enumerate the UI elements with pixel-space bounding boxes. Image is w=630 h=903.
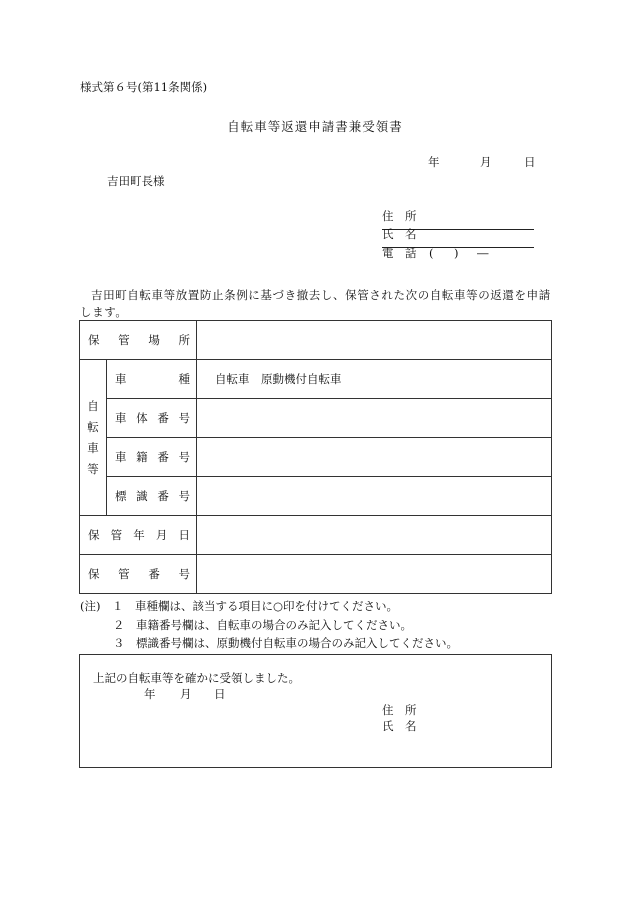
table-row bbox=[80, 399, 552, 438]
storage-place-label: 保管場所 bbox=[80, 321, 197, 360]
body-number-label: 車体番号 bbox=[107, 399, 197, 438]
date-year-label: 年 bbox=[428, 155, 440, 169]
addressee: 吉田町長様 bbox=[107, 174, 165, 188]
receipt-day-label: 日 bbox=[214, 687, 226, 701]
registration-number-label: 車籍番号 bbox=[107, 438, 197, 477]
sign-number-cell[interactable] bbox=[197, 477, 552, 516]
table-row bbox=[80, 516, 552, 555]
storage-date-label: 保管年月日 bbox=[80, 516, 197, 555]
request-statement: 吉田町自転車等放置防止条例に基づき撤去し、保管された次の自転車等の返還を申請します。 bbox=[80, 288, 551, 319]
applicant-address-label: 住 所 bbox=[382, 209, 417, 223]
table-row bbox=[80, 321, 552, 360]
table-row bbox=[80, 360, 552, 399]
registration-number-cell[interactable] bbox=[197, 438, 552, 477]
sign-number-label: 標識番号 bbox=[107, 477, 197, 516]
receipt-name-label: 氏 名 bbox=[382, 719, 417, 733]
note-2: ２ 車籍番号欄は、自転車の場合のみ記入してください。 bbox=[113, 618, 412, 632]
receipt-year-label: 年 bbox=[144, 687, 156, 701]
phone-dash: ― bbox=[477, 246, 489, 260]
note-1: (注) １ 車種欄は、該当する項目に○印を付けてください。 bbox=[80, 599, 399, 613]
bicycle-info-table bbox=[79, 320, 552, 594]
vehicle-type-label: 車種 bbox=[107, 360, 197, 399]
table-row bbox=[80, 555, 552, 594]
storage-place-cell[interactable] bbox=[197, 321, 552, 360]
receipt-month-label: 月 bbox=[180, 687, 192, 701]
document-title: 自転車等返還申請書兼受領書 bbox=[227, 119, 403, 134]
bicycle-group-label: 自転車等 bbox=[80, 360, 107, 516]
phone-paren-open: ( bbox=[429, 246, 434, 260]
date-day-label: 日 bbox=[524, 155, 536, 169]
table-row bbox=[80, 438, 552, 477]
applicant-phone-field[interactable] bbox=[382, 248, 534, 266]
form-number: 様式第６号(第11条関係) bbox=[80, 80, 208, 94]
storage-number-label: 保管番号 bbox=[80, 555, 197, 594]
receipt-statement: 上記の自転車等を確かに受領しました。 bbox=[93, 671, 300, 685]
applicant-phone-label: 電 話 bbox=[382, 246, 417, 260]
body-number-cell[interactable] bbox=[197, 399, 552, 438]
date-month-label: 月 bbox=[480, 155, 492, 169]
table-row bbox=[80, 477, 552, 516]
phone-paren-close: ) bbox=[454, 246, 459, 260]
receipt-address-label: 住 所 bbox=[382, 703, 417, 717]
vehicle-type-value[interactable]: 自転車 原動機付自転車 bbox=[197, 360, 552, 399]
storage-date-cell[interactable] bbox=[197, 516, 552, 555]
storage-number-cell[interactable] bbox=[197, 555, 552, 594]
note-3: ３ 標識番号欄は、原動機付自転車の場合のみ記入してください。 bbox=[113, 636, 458, 650]
applicant-name-label: 氏 名 bbox=[382, 227, 417, 241]
receipt-box bbox=[79, 654, 552, 768]
